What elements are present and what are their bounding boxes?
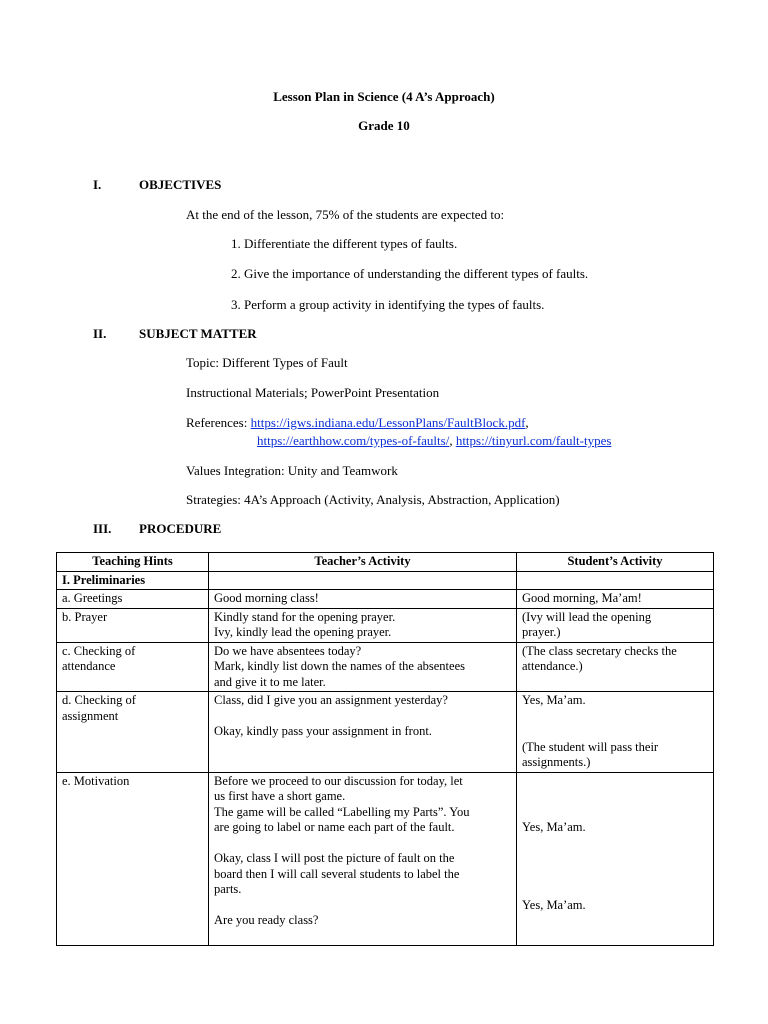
reference-link-2[interactable]: https://earthhow.com/types-of-faults/ <box>257 433 450 448</box>
hint-assignment <box>57 692 209 773</box>
teacher-greetings: Good morning class! <box>209 590 517 609</box>
student-assignment-line: assignments.) <box>522 755 591 769</box>
table-row <box>57 608 714 642</box>
objective-item-2: 2. Give the importance of understanding the different types of faults. <box>231 266 589 281</box>
teacher-prayer <box>209 608 517 642</box>
teacher-motivation-line: The game will be called “Labelling my Parts”. You <box>214 804 470 819</box>
column-header-teaching-hints: Teaching Hints <box>57 553 209 572</box>
subject-matter-heading: SUBJECT MATTER <box>139 326 257 341</box>
objectives-intro: At the end of the lesson, 75% of the students are expected to: <box>186 207 505 222</box>
teacher-assignment-line: Okay, kindly pass your assignment in front. <box>214 724 432 738</box>
objectives-heading: OBJECTIVES <box>139 177 222 192</box>
student-motivation <box>517 772 714 946</box>
hint-assignment-line: assignment <box>62 708 119 723</box>
reference-link-3[interactable]: https://tinyurl.com/fault-types <box>455 433 612 448</box>
teacher-attendance-line: Mark, kindly list down the names of the absentees <box>214 659 465 673</box>
table-row <box>57 772 714 946</box>
document-title: Lesson Plan in Science (4 A’s Approach) <box>273 89 495 104</box>
procedure-heading: PROCEDURE <box>139 521 222 536</box>
table-row <box>57 590 714 609</box>
student-assignment-line: Yes, Ma’am. <box>522 693 586 707</box>
teacher-motivation-line: are going to label or name each part of the fault. <box>214 820 455 834</box>
references-line <box>186 415 529 431</box>
hint-attendance <box>57 642 209 692</box>
student-attendance-line: attendance.) <box>522 659 583 673</box>
teacher-prayer-line: Ivy, kindly lead the opening prayer. <box>214 625 392 639</box>
teacher-prayer-line: Kindly stand for the opening prayer. <box>214 609 396 624</box>
materials-line: Instructional Materials; PowerPoint Presentation <box>186 385 440 400</box>
procedure-numeral: III. <box>93 521 112 536</box>
teacher-motivation-line: parts. <box>214 882 242 896</box>
table-row <box>57 571 714 590</box>
hint-motivation: e. Motivation <box>57 772 209 946</box>
student-assignment-line: (The student will pass their <box>522 739 659 754</box>
student-greetings: Good morning, Ma’am! <box>517 590 714 609</box>
references-label: References: <box>186 415 251 430</box>
reference-comma-2: , <box>449 433 453 448</box>
grade-label: Grade 10 <box>358 118 410 133</box>
student-prayer <box>517 608 714 642</box>
references-line-2 <box>257 433 611 449</box>
reference-link-1[interactable]: https://igws.indiana.edu/LessonPlans/FaultBlock.pdf <box>250 415 526 430</box>
student-motivation-line: Yes, Ma’am. <box>522 897 586 912</box>
student-attendance-line: (The class secretary checks the <box>522 643 677 658</box>
strategies-line: Strategies: 4A’s Approach (Activity, Analysis, Abstraction, Application) <box>186 492 560 507</box>
teacher-assignment-line: Class, did I give you an assignment yesterday? <box>214 693 448 707</box>
hint-assignment-line: d. Checking of <box>62 693 136 707</box>
objective-item-3: 3. Perform a group activity in identifying the types of faults. <box>231 297 545 312</box>
table-cell <box>209 571 517 590</box>
teacher-motivation-line: board then I will call several students to label the <box>214 866 460 881</box>
procedure-table <box>56 552 714 946</box>
student-motivation-line: Yes, Ma’am. <box>522 820 586 834</box>
teacher-motivation-line: Before we proceed to our discussion for today, let <box>214 773 463 788</box>
teacher-motivation <box>209 772 517 946</box>
hint-attendance-line: c. Checking of <box>62 643 136 658</box>
table-row <box>57 692 714 773</box>
column-header-students-activity: Student’s Activity <box>517 553 714 572</box>
hint-prayer: b. Prayer <box>57 608 209 642</box>
student-attendance <box>517 642 714 692</box>
teacher-attendance <box>209 642 517 692</box>
subject-matter-numeral: II. <box>93 326 107 341</box>
student-prayer-line: (Ivy will lead the opening <box>522 609 652 624</box>
table-header-row <box>57 553 714 572</box>
teacher-assignment <box>209 692 517 773</box>
teacher-motivation-line: us first have a short game. <box>214 789 346 803</box>
hint-greetings: a. Greetings <box>57 590 209 609</box>
reference-comma: , <box>525 415 529 430</box>
values-line: Values Integration: Unity and Teamwork <box>186 463 398 478</box>
teacher-motivation-line: Are you ready class? <box>214 913 319 927</box>
hint-attendance-line: attendance <box>62 659 116 673</box>
teacher-motivation-line: Okay, class I will post the picture of fault on the <box>214 851 455 865</box>
section-preliminaries: I. Preliminaries <box>57 571 209 590</box>
objectives-numeral: I. <box>93 177 102 192</box>
table-row <box>57 642 714 692</box>
teacher-attendance-line: and give it to me later. <box>214 674 326 689</box>
teacher-attendance-line: Do we have absentees today? <box>214 643 362 658</box>
column-header-teachers-activity: Teacher’s Activity <box>209 553 517 572</box>
student-assignment <box>517 692 714 773</box>
topic-line: Topic: Different Types of Fault <box>186 355 348 370</box>
objective-item-1: 1. Differentiate the different types of faults. <box>231 236 458 251</box>
student-prayer-line: prayer.) <box>522 625 561 639</box>
table-cell <box>517 571 714 590</box>
